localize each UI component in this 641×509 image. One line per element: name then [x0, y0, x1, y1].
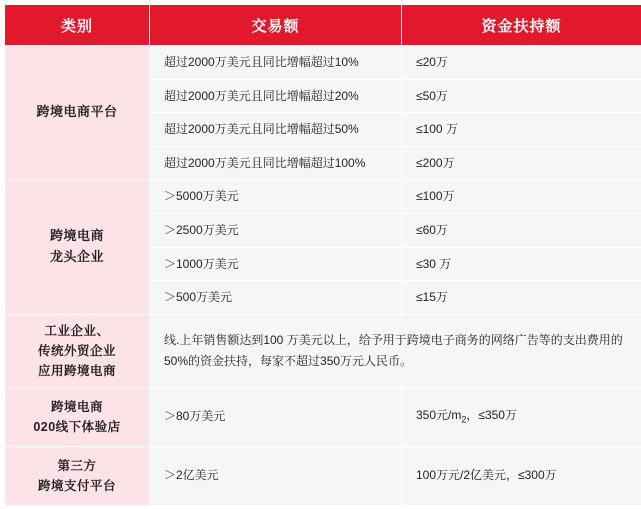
category-industrial-traditional-trade: [5, 314, 150, 387]
category-line: 跨境电商: [50, 399, 103, 414]
table-row: [5, 314, 641, 387]
category-line: 第三方: [57, 458, 97, 473]
support-cell: ≤20万: [402, 46, 641, 80]
merged-policy-text: 线.上年销售额达到100 万美元以上，给予用于跨境电子商务的网络广告等的支出费用的50%的资金扶持，每家不超过350万元人民币。: [150, 314, 641, 387]
header-category: 类别: [5, 5, 150, 46]
amount-cell: ＞500万美元: [150, 281, 402, 315]
amount-cell: 超过2000万美元且同比增幅超过100%: [150, 146, 402, 180]
category-o2o-offline-store: [5, 387, 150, 446]
table-row: [5, 387, 641, 446]
category-third-party-payment: [5, 446, 150, 505]
amount-cell: 超过2000万美元且同比增幅超过50%: [150, 113, 402, 147]
amount-cell: ＞80万美元: [150, 387, 402, 446]
support-cell: 100万元/2亿美元，≤300万: [402, 446, 641, 505]
amount-cell: ＞1000万美元: [150, 247, 402, 281]
category-line: 龙头企业: [49, 249, 104, 265]
table-row: [5, 46, 641, 80]
header-transaction-amount: 交易额: [150, 5, 402, 46]
support-cell: ≤100万: [402, 180, 641, 214]
support-cell: ≤30 万: [402, 247, 641, 281]
category-line: 传统外贸企业: [37, 343, 116, 358]
category-line: 应用跨境电商: [37, 363, 116, 378]
amount-cell: 超过2000万美元且同比增幅超过10%: [150, 46, 402, 80]
support-cell: ≤200万: [402, 146, 641, 180]
amount-cell: ＞5000万美元: [150, 180, 402, 214]
category-line: 跨境电商: [49, 228, 104, 244]
category-line: 020线下体验店: [33, 419, 121, 434]
header-support-amount: 资金扶持额: [402, 5, 641, 46]
table-row: [5, 180, 641, 214]
category-line: 跨境支付平台: [37, 478, 116, 493]
table-header-row: [5, 5, 641, 46]
amount-cell: 超过2000万美元且同比增幅超过20%: [150, 79, 402, 113]
category-line: 工业企业、: [44, 323, 110, 338]
table-row: [5, 446, 641, 505]
category-leading-enterprise: [5, 180, 150, 314]
support-cell: ≤15万: [402, 281, 641, 315]
support-cell: 350元$/m_2$，≤350万: [402, 387, 641, 446]
support-cell: ≤100 万: [402, 113, 641, 147]
amount-cell: ＞2亿美元: [150, 446, 402, 505]
support-cell: ≤60万: [402, 213, 641, 247]
amount-cell: ＞2500万美元: [150, 213, 402, 247]
category-cross-border-platform: 跨境电商平台: [5, 46, 150, 180]
support-policy-table: [4, 4, 641, 506]
support-cell: ≤50万: [402, 79, 641, 113]
